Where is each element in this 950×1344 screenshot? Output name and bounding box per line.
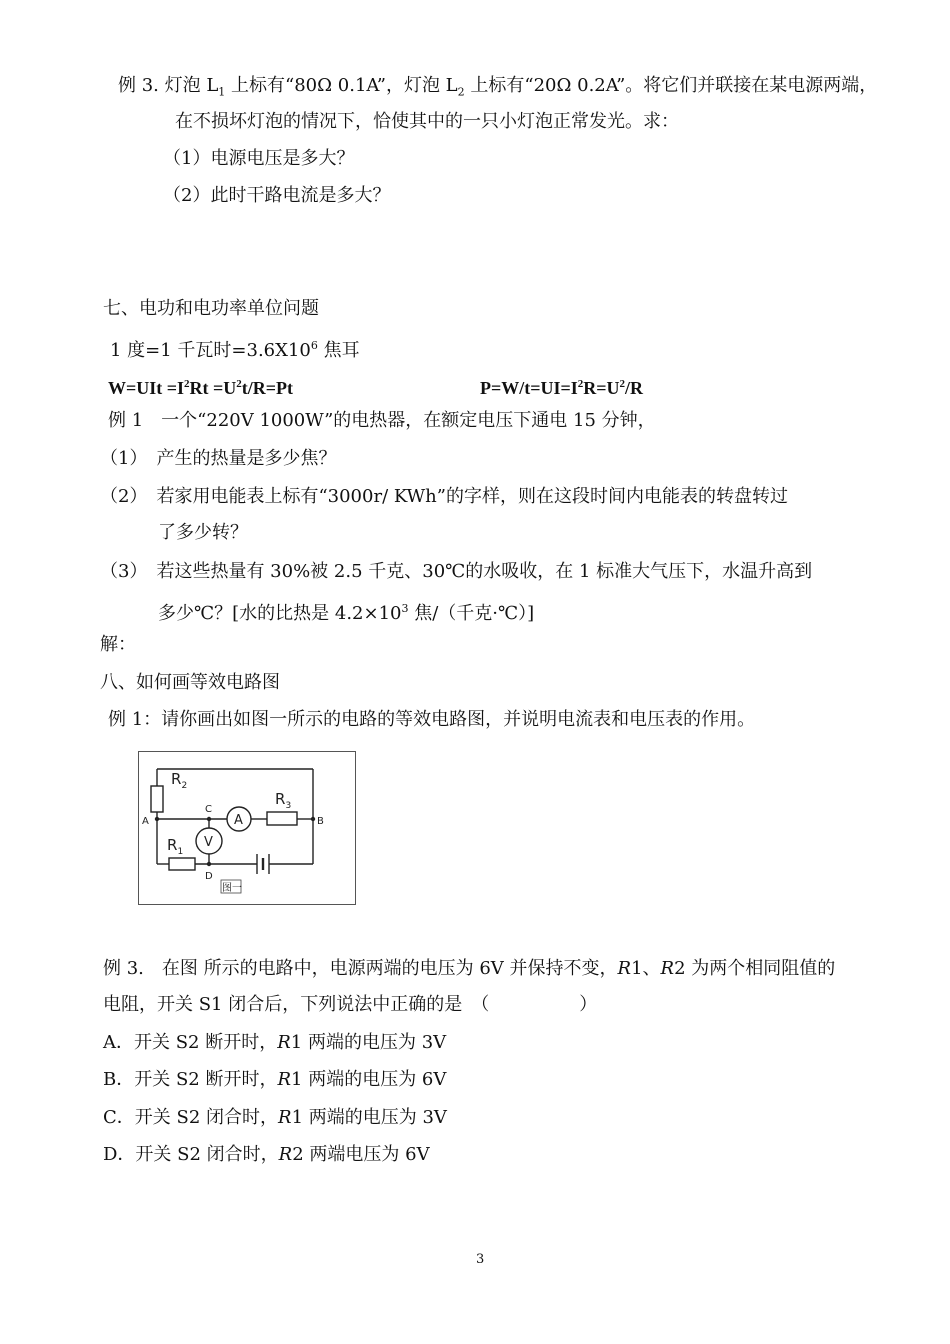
solution-label: 解： <box>100 634 136 655</box>
ex3-question-2: （2）此时干路电流是多大？ <box>163 185 391 206</box>
option-c: C．开关 S2 闭合时，R1 两端的电压为 3V <box>103 1107 447 1128</box>
node-a-label: A <box>142 816 149 827</box>
unit-conversion: 1 度=1 千瓦时$=3.6X10^6$ 焦耳 <box>110 339 360 361</box>
label-r1: $R_1$ <box>167 836 184 857</box>
option-d: D．开关 S2 闭合时，R2 两端电压为 6V <box>103 1144 430 1165</box>
label-r3: $R_3$ <box>275 790 292 811</box>
ex1-question-3b: 多少℃？[水的比热是 $4.2\times 10^3$ 焦/（千克·℃）] <box>158 602 535 624</box>
ex1-question-3a: （3） 若这些热量有 30%被 2.5 千克、30℃的水吸收，在 1 标准大气压下，水温升高到 <box>100 561 813 582</box>
ex1-question-2b: 了多少转？ <box>158 522 248 543</box>
label-r2: $R_2$ <box>171 770 188 791</box>
battery-icon <box>257 854 269 874</box>
ex1-question-1: （1） 产生的热量是多少焦？ <box>100 448 337 469</box>
ex3-lamps-line1: 例 3. 灯泡 $L_1$ 上标有“80Ω 0.1A”，灯泡 $L_2$ 上标有“20Ω 0.2A”。将它们并联接在某电源两端， <box>118 75 878 99</box>
resistor-r1 <box>169 858 195 870</box>
formula-work: $W=UIt =I^2Rt =U^2t/R=Pt$ <box>108 378 294 398</box>
option-a: A．开关 S2 断开时，R1 两端的电压为 3V <box>103 1032 447 1053</box>
page-number: 3 <box>476 1252 485 1267</box>
voltmeter-label: V <box>204 835 213 850</box>
ammeter-label: A <box>234 813 243 828</box>
ex3-circuit-line2: 电阻，开关 S1 闭合后，下列说法中正确的是 （ ） <box>103 994 598 1015</box>
section8-title: 八、如何画等效电路图 <box>100 672 280 693</box>
ex3-lamps-line2: 在不损坏灯泡的情况下，恰使其中的一只小灯泡正常发光。求： <box>175 111 679 132</box>
circuit-figure <box>138 751 356 905</box>
node-d-label: D <box>205 871 213 882</box>
ex1-heater: 例 1 一个“220V 1000W”的电热器，在额定电压下通电 15 分钟， <box>108 410 656 431</box>
ex1-question-2a: （2） 若家用电能表上标有“3000r/ KWh”的字样，则在这段时间内电能表的转盘转过 <box>100 486 788 507</box>
resistor-r3 <box>267 812 297 825</box>
figure-caption: 图一 <box>222 883 242 894</box>
ex3-question-1: （1）电源电压是多大？ <box>163 148 355 169</box>
resistor-r2 <box>151 786 163 812</box>
node-c-label: C <box>205 804 212 815</box>
formula-power: $P=W/t=UI=I^2R=U^2/R$ <box>480 378 644 398</box>
ex3-circuit-line1: 例 3. 在图 所示的电路中，电源两端的电压为 6V 并保持不变，R1、R2 为两个相同阻值的 <box>103 958 836 979</box>
node-b-label: B <box>317 816 324 827</box>
option-b: B．开关 S2 断开时，R1 两端的电压为 6V <box>103 1069 447 1090</box>
section7-title: 七、电功和电功率单位问题 <box>103 298 319 319</box>
circuit-diagram <box>139 752 355 904</box>
ex1-circuit: 例 1：请你画出如图一所示的电路的等效电路图，并说明电流表和电压表的作用。 <box>108 709 756 730</box>
